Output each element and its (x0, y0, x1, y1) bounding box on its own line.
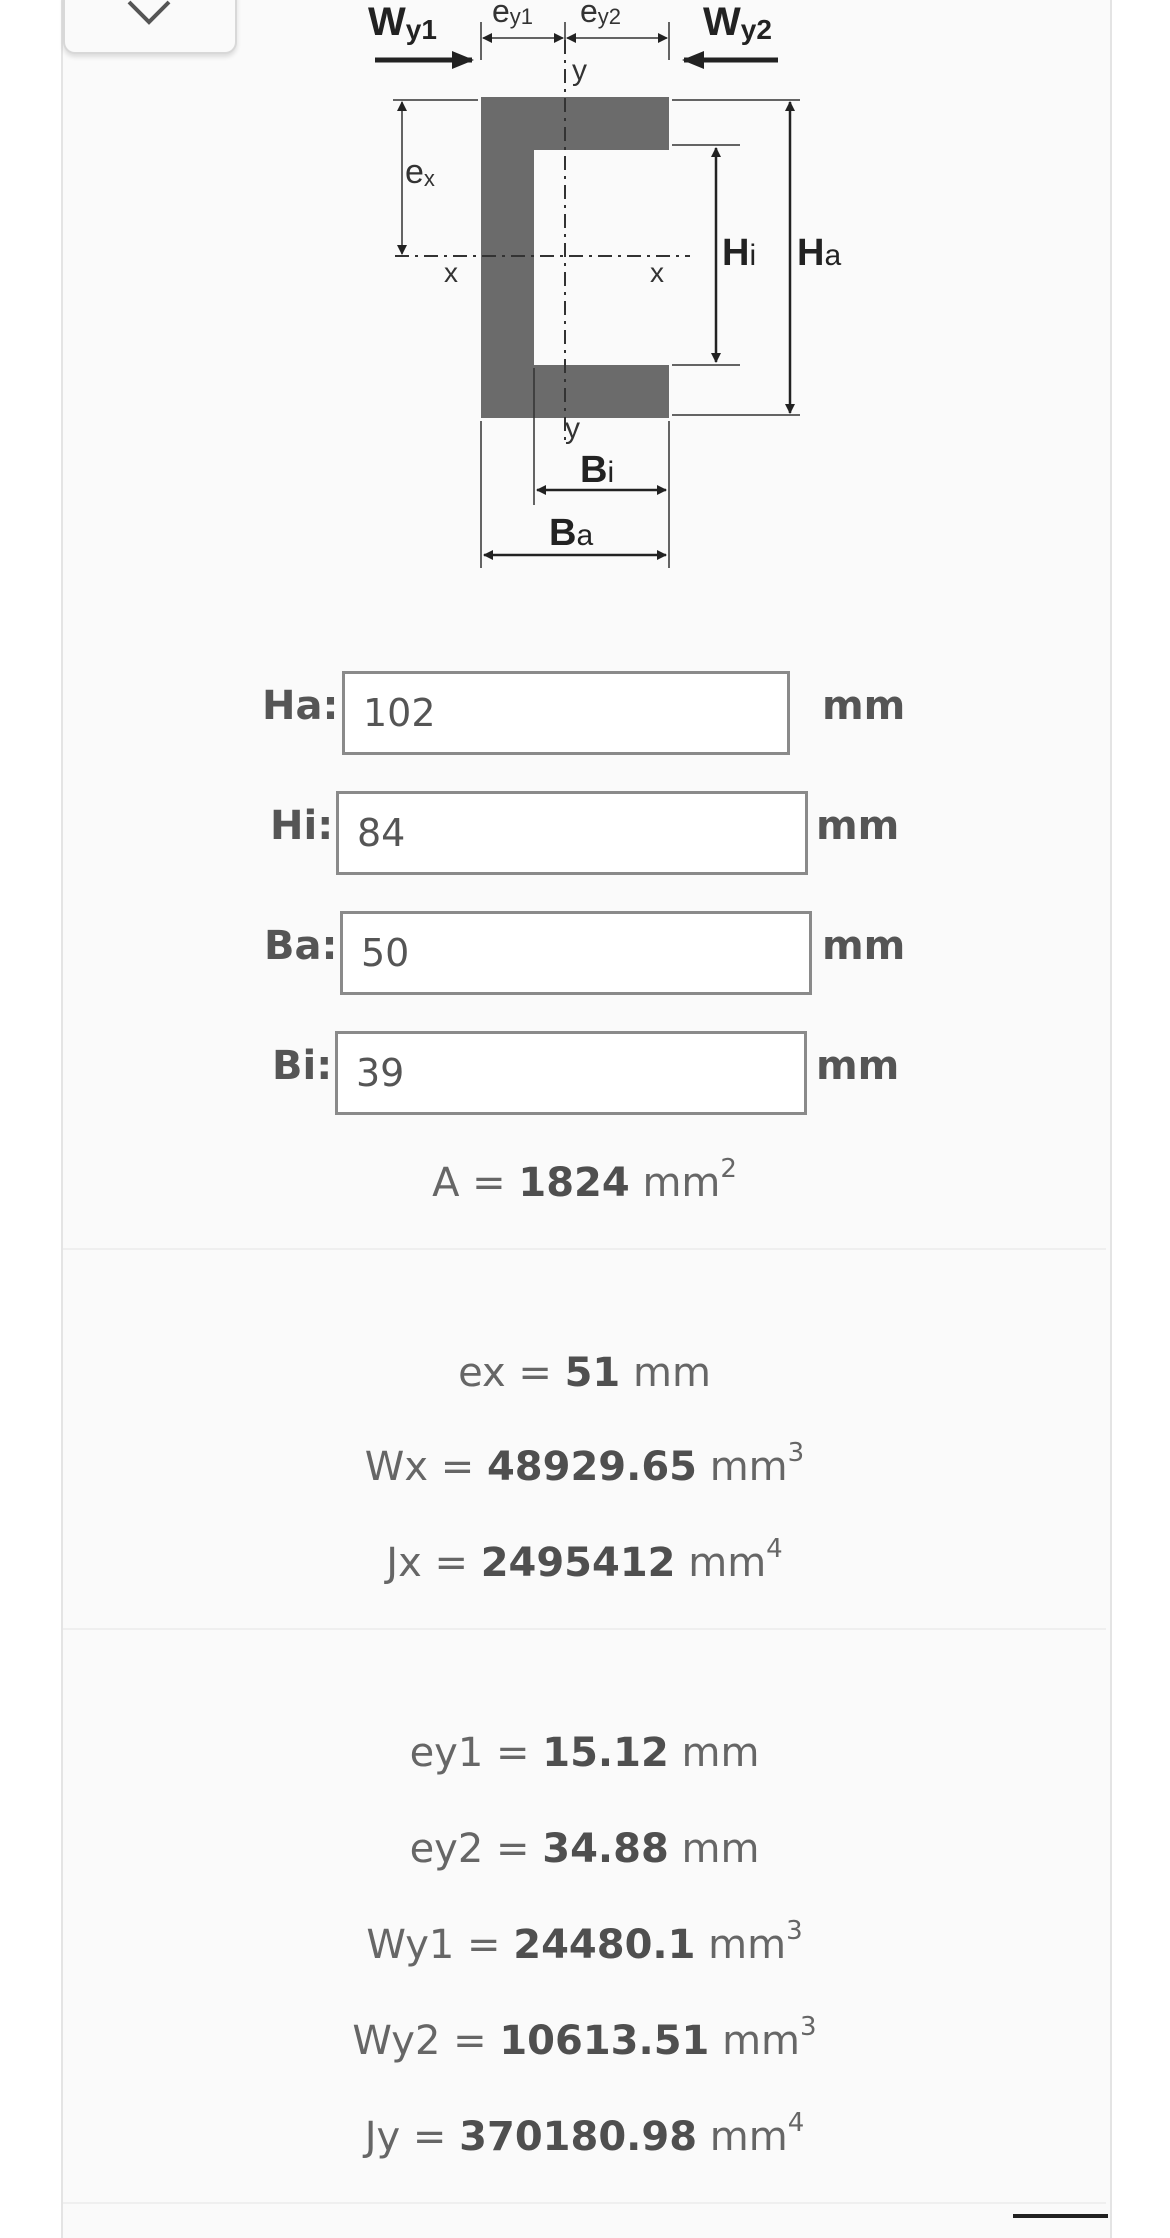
ha-row (262, 671, 922, 763)
ba-row (264, 911, 924, 1003)
y-top-label: y (572, 54, 587, 87)
collapse-toggle[interactable] (63, 0, 237, 54)
ey2-label: ey2 (580, 0, 622, 29)
ex-label: ex (405, 153, 435, 191)
ey1-result: ey1 = 15.12 mm (409, 1730, 760, 1776)
channel-section-diagram (340, 0, 860, 580)
ba-label-text: Ba: (264, 923, 338, 969)
ex-result: ex = 51 mm (458, 1350, 711, 1396)
ey2-result: ey2 = 34.88 mm (409, 1826, 760, 1872)
ha-unit: mm (822, 683, 906, 729)
bi-label-text: Bi: (272, 1043, 333, 1089)
wy1-label: Wy1 (368, 0, 437, 45)
hi-input[interactable] (336, 791, 808, 875)
home-indicator (1013, 2214, 1108, 2218)
chevron-down-icon (125, 0, 173, 28)
bi-row (272, 1031, 932, 1123)
x-left-label: x (444, 257, 458, 288)
wy2-result: Wy2 = 10613.51 $mm^3$ (352, 2012, 817, 2064)
wx-result: Wx = 48929.65 $mm^3$ (364, 1438, 805, 1490)
section-divider (63, 2202, 1106, 2204)
hi-label: Hi (722, 232, 757, 274)
section-divider (63, 1248, 1106, 1250)
hi-unit: mm (816, 803, 900, 849)
wy1-result: Wy1 = 24480.1 $mm^3$ (366, 1916, 803, 1968)
bi-label: Bi (580, 449, 615, 491)
ha-label-text: Ha: (262, 683, 339, 729)
area-result: A = 1824 $mm^2$ (432, 1154, 737, 1206)
ey1-label: ey1 (492, 0, 534, 29)
wy2-label: Wy2 (703, 0, 772, 45)
section-divider (63, 1628, 1106, 1630)
ba-label: Ba (549, 512, 594, 554)
ba-input[interactable] (340, 911, 812, 995)
ha-input[interactable] (342, 671, 790, 755)
ha-label: Ha (797, 232, 842, 274)
hi-row (270, 791, 930, 883)
y-bottom-label: y (565, 412, 580, 445)
hi-label-text: Hi: (270, 803, 334, 849)
jx-result: Jx = 2495412 $mm^4$ (386, 1534, 783, 1586)
bi-input[interactable] (335, 1031, 807, 1115)
ba-unit: mm (822, 923, 906, 969)
jy-result: Jy = 370180.98 $mm^4$ (364, 2108, 805, 2160)
bi-unit: mm (816, 1043, 900, 1089)
x-right-label: x (650, 257, 664, 288)
c-profile-shape (481, 97, 669, 418)
